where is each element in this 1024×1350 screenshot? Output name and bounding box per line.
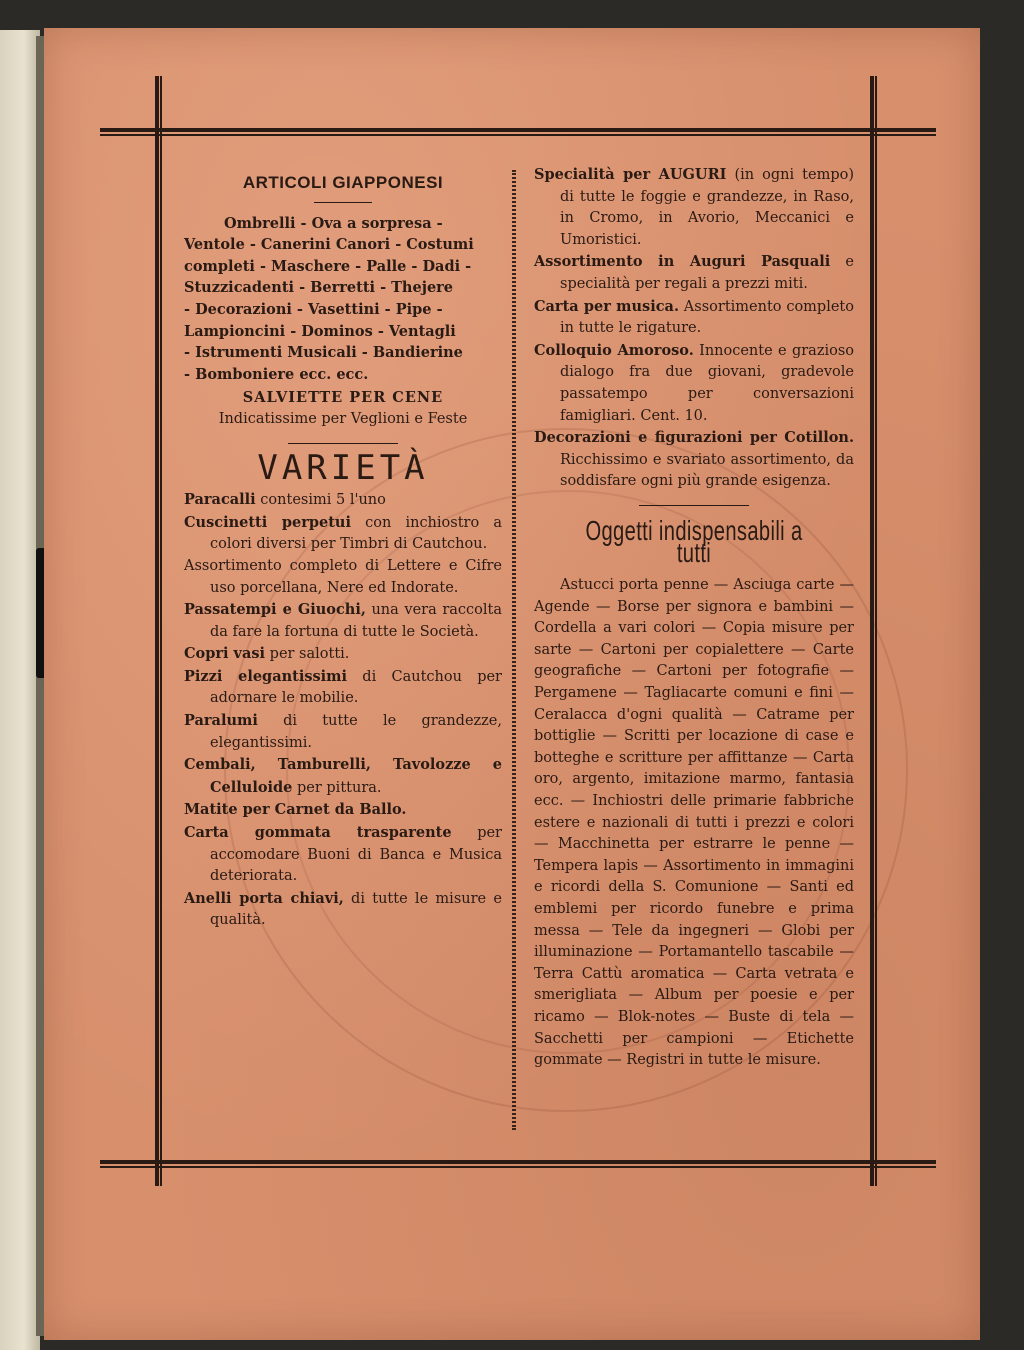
- item-title: Paralumi: [184, 712, 258, 730]
- intro-line: Ventole - Canerini Canori - Costumi: [184, 236, 474, 254]
- bottom-rule: [100, 1160, 936, 1168]
- item-title: Carta per musica.: [534, 297, 679, 315]
- intro-line: - Istrumenti Musicali - Bandierine: [184, 344, 463, 362]
- intro-line: completi - Maschere - Palle - Dadi -: [184, 257, 472, 275]
- intro-line: - Decorazioni - Vasettini - Pipe -: [184, 300, 443, 318]
- item-title: Anelli porta chiavi,: [184, 889, 344, 907]
- item-description: di Cautchou per adornare le mobilie.: [210, 668, 502, 707]
- oggetti-title: Oggetti indispensabili a tutti: [585, 514, 803, 568]
- item-title: Passatempi e Giuochi,: [184, 601, 366, 619]
- item-description: e specialità per regali a prezzi miti.: [560, 254, 854, 292]
- column-divider: [512, 170, 516, 1130]
- heading-articoli-giapponesi: ARTICOLI GIAPPONESI: [242, 173, 444, 192]
- right-vertical-rule: [870, 76, 877, 1186]
- right-column: [534, 164, 854, 1072]
- item-description: di tutte le grandezze, elegantissimi.: [210, 713, 502, 751]
- heading-underline: [314, 202, 372, 203]
- item-title: Copri vasi: [184, 645, 266, 663]
- salviette-title: SALVIETTE PER CENE: [242, 389, 444, 407]
- intro-line: - Bomboniere ecc. ecc.: [184, 365, 369, 383]
- item-description: una vera raccolta da fare la fortuna di tutte le Società.: [210, 602, 502, 640]
- item-description: di tutte le misure e qualità.: [210, 890, 502, 929]
- salviette-subtitle: Indicatissime per Veglioni e Feste: [218, 410, 468, 427]
- section-divider: [639, 505, 749, 506]
- list-item: [184, 489, 502, 512]
- intro-line: Lampioncini - Dominos - Ventagli: [184, 322, 456, 340]
- item-description: con inchiostro a colori diversi per Timbri di Cautchou.: [210, 514, 502, 553]
- item-title: Decorazioni e figurazioni per Cotillon.: [534, 429, 854, 447]
- list-item: [184, 599, 502, 643]
- list-item: [184, 556, 502, 599]
- left-page-edge: [0, 30, 40, 1350]
- top-rule: [100, 128, 936, 136]
- list-item: [184, 643, 502, 666]
- list-item: [184, 754, 502, 799]
- book-spine: [36, 36, 44, 1336]
- item-description: Innocente e grazioso dialogo fra due giovani, gradevole passatempo per conversazioni famigliari. Cent. 10.: [560, 342, 854, 424]
- list-item: [184, 888, 502, 932]
- list-item: [184, 512, 502, 556]
- list-item: [534, 296, 854, 340]
- list-item: [184, 710, 502, 754]
- item-title: Cembali, Tamburelli, Tavolozze e Celluloide: [184, 756, 502, 796]
- item-description: contesimi 5 l'uno: [255, 492, 386, 509]
- intro-line: Stuzzicadenti - Berretti - Thejere: [184, 279, 454, 297]
- auguri-list: [534, 164, 854, 493]
- item-title: Cuscinetti perpetui: [184, 513, 351, 531]
- item-description: Assortimento completo di Lettere e Cifre uso porcellana, Nere ed Indorate.: [184, 557, 502, 596]
- left-column: [184, 164, 502, 932]
- item-title: Pizzi elegantissimi: [184, 667, 348, 685]
- item-title: Paracalli: [184, 491, 256, 509]
- item-title: Matite per Carnet da Ballo.: [184, 801, 407, 819]
- oggetti-paragraph: Astucci porta penne — Asciuga carte — Agende — Borse per signora e bambini — Cordella a vari colori — Copia misure per sarte — Cartoni per copialettere — Carte geografiche — Cartoni per fotografie — Pergamene — Tagliacarte comuni e fini — Ceralacca d'ogni qualità — Catrame per bottiglie — Scritti per locazione di case e botteghe e scritture per affittanze — Carta oro, argento, imitazione marmo, fantasia ecc. — Inchiostri delle primarie fabbriche estere e nazionali di tutti i prezzi e colori — Macchinetta per estrarre le penne — Tempera lapis — Assortimento in immagini e ricordi della S. Comunione — Santi ed emblemi per ricordo funebre e prima messa — Tele da ingegneri — Globi per illuminazione — Portamantello tascabile — Terra Cattù aromatica — Carta vetrata e smerigliata — Album per poesie e per ricamo — Blok-notes — Buste di tela — Sacchetti per campioni — Etichette gommate — Registri in tutte le misure.: [534, 577, 854, 1069]
- list-item: [534, 251, 854, 295]
- list-item: [184, 666, 502, 710]
- item-description: per salotti.: [265, 646, 350, 663]
- list-item: [534, 164, 854, 251]
- section-divider: [288, 443, 398, 444]
- item-title: Specialità per AUGURI: [534, 166, 727, 183]
- list-item: [184, 822, 502, 888]
- intro-line: Ombrelli - Ova a sorpresa -: [224, 214, 443, 232]
- item-description: Assortimento completo in tutte le rigature.: [560, 298, 854, 337]
- list-item: [184, 799, 502, 822]
- left-vertical-rule: [155, 76, 162, 1186]
- item-description: per accomodare Buoni di Banca e Musica deteriorata.: [210, 825, 502, 885]
- intro-paragraph: [184, 213, 502, 386]
- varieta-title: VARIETÀ: [257, 447, 429, 488]
- item-title: Assortimento in Auguri Pasquali: [534, 253, 831, 271]
- item-title: Carta gommata trasparente: [184, 824, 452, 842]
- item-description: Ricchissimo e svariato assortimento, da soddisfare ogni più grande esigenza.: [560, 451, 854, 490]
- item-description: (in ogni tempo) di tutte le foggie e grandezze, in Raso, in Cromo, in Avorio, Meccanici e Umoristici.: [560, 167, 854, 248]
- item-title: Colloquio Amoroso.: [534, 341, 694, 359]
- list-item: [534, 340, 854, 427]
- list-item: [534, 427, 854, 493]
- varieta-list: [184, 489, 502, 932]
- item-description: per pittura.: [292, 779, 382, 796]
